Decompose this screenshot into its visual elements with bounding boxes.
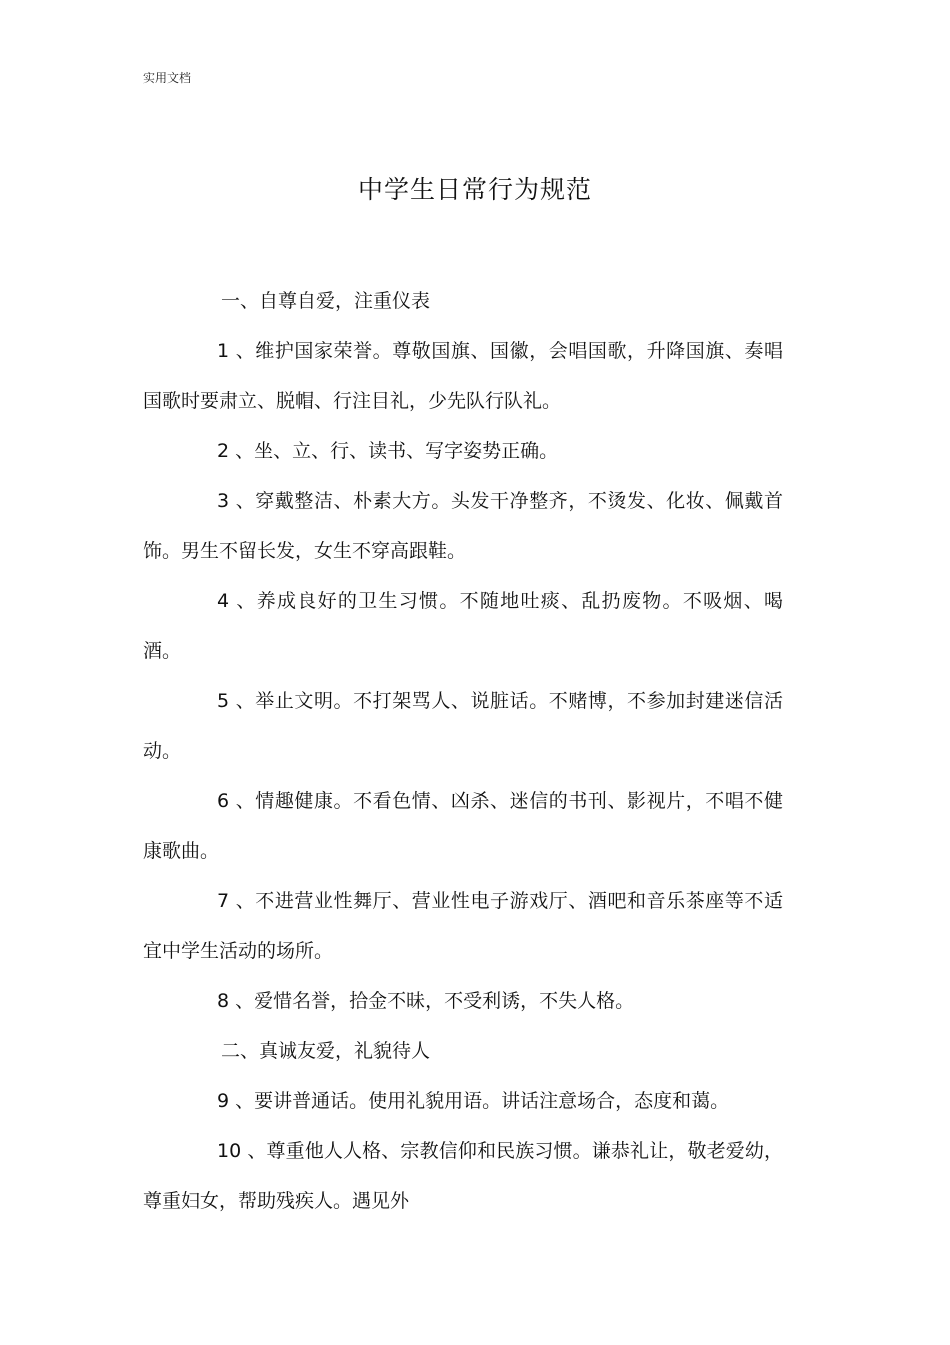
rule-item-5: 5 、举止文明。不打架骂人、说脏话。不赌博，不参加封建迷信活动。: [143, 690, 783, 762]
document-title: 中学生日常行为规范: [357, 175, 592, 204]
rule-item-9: 9 、要讲普通话。使用礼貌用语。讲话注意场合，态度和蔼。: [217, 1090, 730, 1112]
rule-item-7: 7 、不进营业性舞厅、营业性电子游戏厅、酒吧和音乐茶座等不适宜中学生活动的场所。: [143, 890, 783, 962]
rule-item-10: 10 、尊重他人人格、宗教信仰和民族习惯。谦恭礼让，敬老爱幼，尊重妇女，帮助残疾人。遇见外: [143, 1140, 783, 1212]
page-header-label: 实用文档: [143, 71, 192, 85]
section-heading-1: 一、自尊自爱，注重仪表: [221, 290, 431, 312]
rule-item-6: 6 、情趣健康。不看色情、凶杀、迷信的书刊、影视片，不唱不健康歌曲。: [143, 790, 783, 862]
document-body: [143, 276, 783, 1226]
section-heading-2: 二、真诚友爱，礼貌待人: [221, 1040, 431, 1062]
rule-item-3: 3 、穿戴整洁、朴素大方。头发干净整齐，不烫发、化妆、佩戴首饰。男生不留长发，女生不穿高跟鞋。: [143, 490, 783, 562]
rule-item-1: 1 、维护国家荣誉。尊敬国旗、国徽，会唱国歌，升降国旗、奏唱国歌时要肃立、脱帽、行注目礼，少先队行队礼。: [143, 340, 783, 412]
rule-item-2: 2 、坐、立、行、读书、写字姿势正确。: [217, 440, 559, 462]
rule-item-4: 4 、养成良好的卫生习惯。不随地吐痰、乱扔废物。不吸烟、喝酒。: [143, 590, 783, 662]
rule-item-8: 8 、爱惜名誉，拾金不昧，不受利诱，不失人格。: [217, 990, 635, 1012]
